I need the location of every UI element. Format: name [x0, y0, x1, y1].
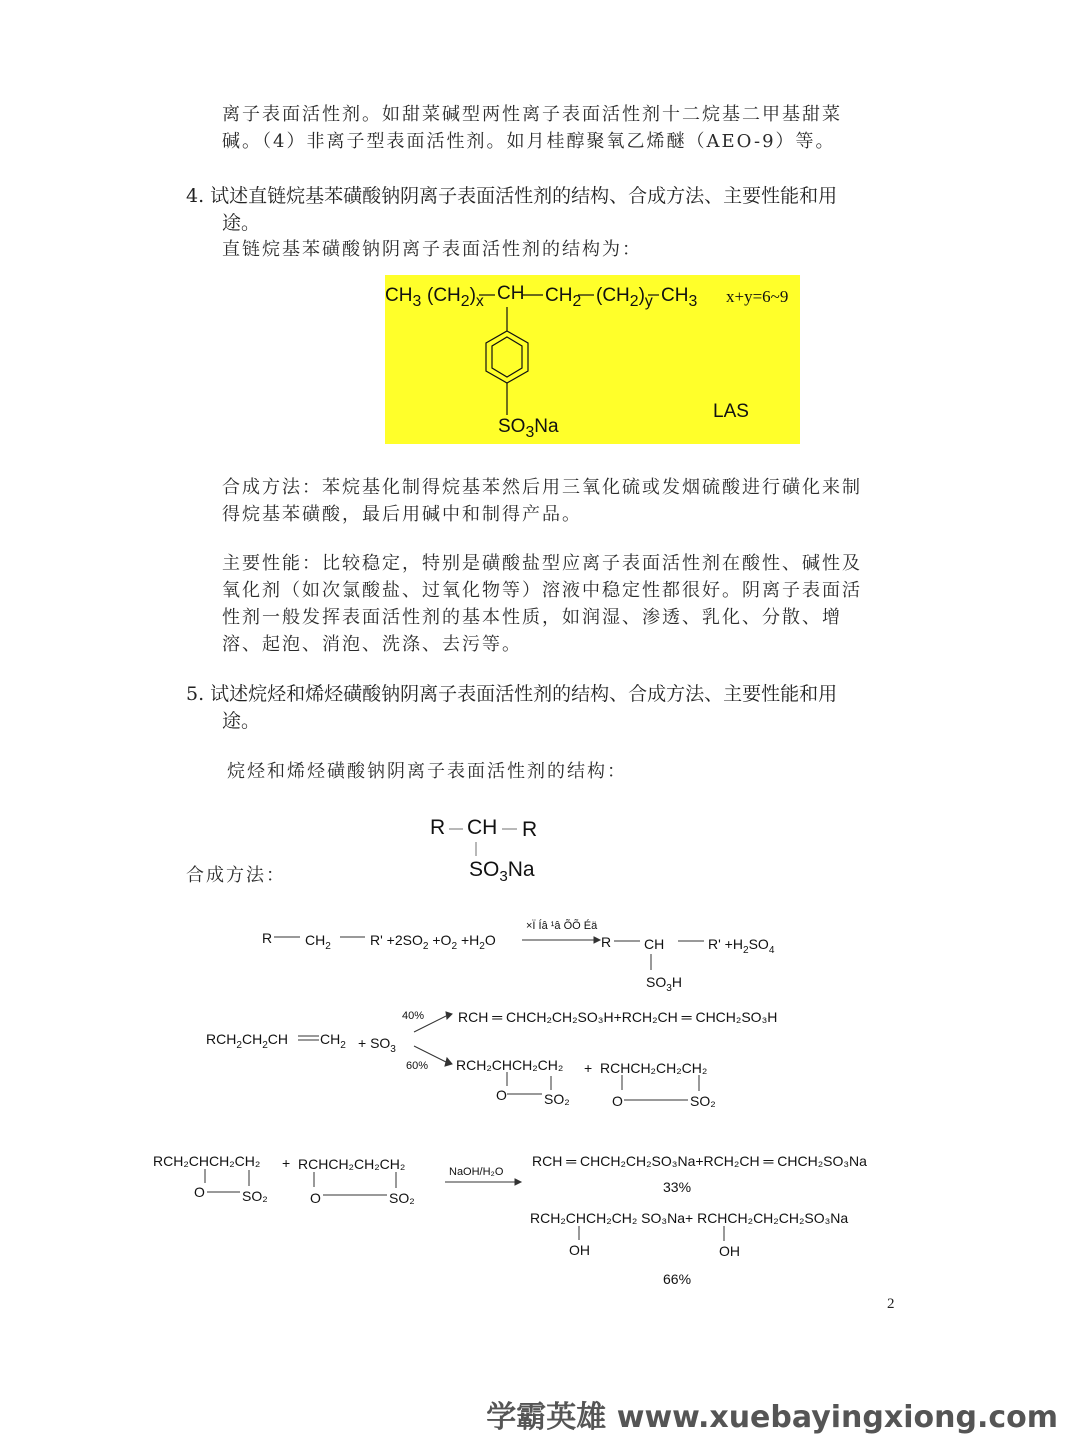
r3-sultone-b-o: O	[310, 1190, 321, 1206]
las-ch: CH	[497, 283, 525, 304]
reaction-1	[260, 920, 800, 1000]
las-xy-rule: x+y=6~9	[726, 287, 789, 306]
r3-sultone-a: RCH₂CHCH₂CH₂	[153, 1153, 261, 1169]
q5-structure-intro: 烷烃和烯烃磺酸钠阴离子表面活性剂的结构：	[227, 761, 627, 782]
r3-plus: +	[282, 1155, 291, 1171]
r2-sultone-a: RCH₂CHCH₂CH₂	[456, 1057, 564, 1073]
las-label: LAS	[713, 401, 749, 422]
las-ch2: $CH_2$	[545, 285, 582, 310]
page-number: 2	[887, 1296, 895, 1312]
las-ch2x: $(CH_2)_x$	[427, 285, 484, 310]
q5-r-left: R	[430, 816, 446, 839]
r3-sultone-a-so2: SO₂	[242, 1188, 268, 1204]
q5-structure-bonds	[430, 816, 550, 876]
r2-upper-product: RCH ═ CHCH₂CH₂SO₃H+RCH₂CH ═ CHCH₂SO₃H	[458, 1009, 778, 1025]
q5-r-right: R	[522, 818, 538, 841]
r1-product-r: R	[601, 934, 612, 950]
r2-plus: +	[584, 1060, 593, 1076]
r3-pct-1: 33%	[663, 1179, 692, 1195]
r2-sultone-a-o: O	[496, 1087, 507, 1103]
r3-arrow-label: NaOH/H₂O	[449, 1166, 504, 1178]
q4-synthesis-line-2: 得烷基苯磺酸，最后用碱中和制得产品。	[222, 504, 582, 525]
las-bonds	[385, 275, 800, 444]
r1-arrow-label: ×Ï Íâ ¹â ÕÕ Éä	[526, 920, 598, 932]
r2-bonds	[206, 1006, 826, 1116]
r3-product-2: RCH₂CHCH₂CH₂ SO₃Na+ RCHCH₂CH₂CH₂SO₃Na	[530, 1210, 849, 1226]
watermark: 学霸英雄 www.xuebayingxiong.com	[486, 1400, 1058, 1435]
r3-oh-b: OH	[719, 1243, 740, 1259]
r2-sultone-b-so2: SO₂	[690, 1093, 716, 1109]
las-ch2y: $(CH_2)_y$	[596, 285, 653, 310]
q4-structure-intro: 直链烷基苯磺酸钠阴离子表面活性剂的结构为：	[222, 239, 642, 260]
r2-sultone-b-o: O	[612, 1093, 623, 1109]
q4-synthesis-line-1: 合成方法：苯烷基化制得烷基苯然后用三氧化硫或发烟硫酸进行磺化来制	[222, 477, 862, 498]
r1-bonds	[260, 920, 800, 1000]
r3-bonds	[153, 1150, 913, 1290]
r2-reactant-ch2: $CH_2$	[320, 1031, 346, 1051]
q5-synthesis-label: 合成方法：	[186, 865, 286, 886]
r3-sultone-b-so2: SO₂	[389, 1190, 415, 1206]
q5-ch: CH	[467, 816, 498, 839]
las-so3na: $SO_3Na$	[498, 416, 559, 441]
r3-sultone-b: RCHCH₂CH₂CH₂	[298, 1156, 406, 1172]
r1-product-so3h: $SO_3H$	[646, 974, 682, 994]
q4-props-line-3: 性剂一般发挥表面活性剂的基本性质，如润湿、渗透、乳化、分散、增	[222, 607, 842, 628]
r3-product-1: RCH ═ CHCH₂CH₂SO₃Na+RCH₂CH ═ CHCH₂SO₃Na	[532, 1153, 867, 1169]
q4-props-line-1: 主要性能：比较稳定，特别是磺酸盐型应离子表面活性剂在酸性、碱性及	[222, 553, 862, 574]
question-5-title-cont: 途。	[222, 710, 261, 732]
las-ch3-right: $CH_3$	[661, 285, 698, 310]
q4-props-line-2: 氧化剂（如次氯酸盐、过氧化物等）溶液中稳定性都很好。阴离子表面活	[222, 580, 862, 601]
r2-pct-lower: 60%	[406, 1060, 429, 1072]
question-5-title: 5. 试述烷烃和烯烃磺酸钠阴离子表面活性剂的结构、合成方法、主要性能和用	[186, 683, 838, 705]
r3-pct-2: 66%	[663, 1271, 692, 1287]
las-ch3-left: $CH_3$	[385, 285, 422, 310]
r1-ch2: $CH_2$	[305, 932, 331, 952]
r1-r: R	[262, 930, 273, 946]
r2-sultone-b: RCHCH₂CH₂CH₂	[600, 1060, 708, 1076]
reaction-2	[206, 1006, 826, 1116]
intro-line-2: 碱。（4）非离子型表面活性剂。如月桂醇聚氧乙烯醚（AEO-9）等。	[222, 131, 836, 152]
question-4-title: 4. 试述直链烷基苯磺酸钠阴离子表面活性剂的结构、合成方法、主要性能和用	[186, 185, 838, 207]
r1-product-rest: $R' +H_2SO_4$	[708, 936, 775, 956]
r1-reagents: $R' +2SO_2 +O_2 +H_2O$	[370, 932, 496, 952]
las-structure-figure	[385, 275, 800, 444]
r2-reactant: $RCH_2CH_2CH$	[206, 1031, 289, 1051]
reaction-3	[153, 1150, 913, 1290]
q5-so3na: $SO_3Na$	[469, 858, 535, 886]
question-4-title-cont: 途。	[222, 212, 261, 234]
r2-sultone-a-so2: SO₂	[544, 1091, 570, 1107]
r3-sultone-a-o: O	[194, 1184, 205, 1200]
r2-pct-upper: 40%	[402, 1010, 425, 1022]
q4-props-line-4: 溶、起泡、消泡、洗涤、去污等。	[222, 634, 522, 655]
r1-product-ch: CH	[644, 936, 665, 952]
intro-line-1: 离子表面活性剂。如甜菜碱型两性离子表面活性剂十二烷基二甲基甜菜	[222, 104, 842, 125]
r2-so3: + $SO_3$	[358, 1035, 396, 1055]
r3-oh-a: OH	[569, 1242, 590, 1258]
